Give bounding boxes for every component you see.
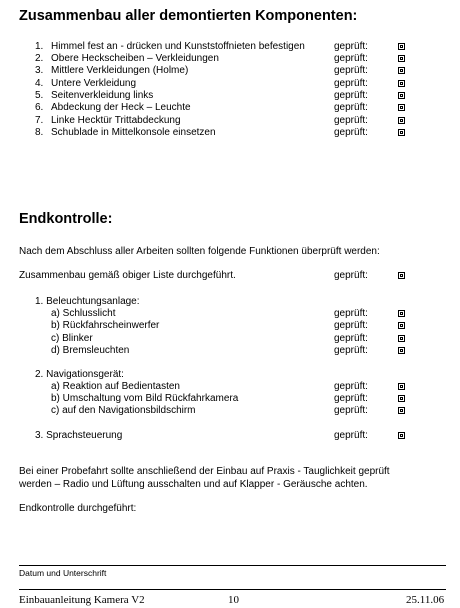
checkbox[interactable] [398, 117, 405, 124]
signature-line [19, 565, 446, 566]
item-num: 8. [35, 127, 44, 138]
item-text: a) Schlusslicht [51, 308, 116, 319]
group-title: 3. Sprachsteuerung [35, 430, 123, 441]
item-num: 1. [35, 41, 44, 52]
final-check-label: Endkontrolle durchgeführt: [19, 503, 137, 514]
item-status: geprüft: [334, 430, 368, 441]
note-line-1: Bei einer Probefahrt sollte anschließend der Einbau auf Praxis - Tauglichkeit geprüft [19, 466, 390, 477]
item-text: Himmel fest an - drücken und Kunststoffnieten befestigen [51, 41, 305, 52]
note-line-2: werden – Radio und Lüftung ausschalten und auf Klapper - Geräusche achten. [19, 479, 368, 490]
item-status: geprüft: [334, 90, 368, 101]
item-status: geprüft: [334, 320, 368, 331]
item-text: a) Reaktion auf Bedientasten [51, 381, 180, 392]
footer-title: Einbauanleitung Kamera V2 [19, 594, 145, 606]
item-text: Obere Heckscheiben – Verkleidungen [51, 53, 219, 64]
checkbox[interactable] [398, 310, 405, 317]
item-status: geprüft: [334, 127, 368, 138]
checkbox[interactable] [398, 432, 405, 439]
item-text: Mittlere Verkleidungen (Holme) [51, 65, 189, 76]
page-number: 10 [228, 594, 239, 606]
checkbox[interactable] [398, 407, 405, 414]
item-num: 5. [35, 90, 44, 101]
footer-divider [19, 589, 446, 590]
group-title: 1. Beleuchtungsanlage: [35, 296, 140, 307]
intro-text: Nach dem Abschluss aller Arbeiten sollten folgende Funktionen überprüft werden: [19, 246, 380, 257]
item-status: geprüft: [334, 102, 368, 113]
checkbox[interactable] [398, 347, 405, 354]
checkbox[interactable] [398, 322, 405, 329]
item-text: b) Rückfahrscheinwerfer [51, 320, 160, 331]
item-status: geprüft: [334, 270, 368, 281]
item-status: geprüft: [334, 115, 368, 126]
section1-title: Zusammenbau aller demontierten Komponenten: [19, 8, 358, 24]
assembly-text: Zusammenbau gemäß obiger Liste durchgeführt. [19, 270, 236, 281]
group-title: 2. Navigationsgerät: [35, 369, 124, 380]
checkbox[interactable] [398, 55, 405, 62]
item-status: geprüft: [334, 345, 368, 356]
checkbox[interactable] [398, 67, 405, 74]
item-status: geprüft: [334, 405, 368, 416]
item-status: geprüft: [334, 78, 368, 89]
checkbox[interactable] [398, 92, 405, 99]
item-status: geprüft: [334, 308, 368, 319]
signature-label: Datum und Unterschrift [19, 568, 107, 578]
checkbox[interactable] [398, 129, 405, 136]
checkbox[interactable] [398, 104, 405, 111]
item-text: Untere Verkleidung [51, 78, 137, 89]
checkbox[interactable] [398, 335, 405, 342]
checkbox[interactable] [398, 272, 405, 279]
item-num: 6. [35, 102, 44, 113]
item-num: 3. [35, 65, 44, 76]
item-status: geprüft: [334, 65, 368, 76]
item-num: 4. [35, 78, 44, 89]
item-status: geprüft: [334, 393, 368, 404]
checkbox[interactable] [398, 43, 405, 50]
item-text: c) Blinker [51, 333, 93, 344]
item-text: d) Bremsleuchten [51, 345, 130, 356]
checkbox[interactable] [398, 383, 405, 390]
item-text: c) auf den Navigationsbildschirm [51, 405, 196, 416]
checkbox[interactable] [398, 80, 405, 87]
item-num: 2. [35, 53, 44, 64]
item-text: Linke Hecktür Trittabdeckung [51, 115, 181, 126]
item-text: Abdeckung der Heck – Leuchte [51, 102, 191, 113]
footer-date: 25.11.06 [406, 594, 445, 606]
item-status: geprüft: [334, 381, 368, 392]
item-text: Seitenverkleidung links [51, 90, 154, 101]
item-text: b) Umschaltung vom Bild Rückfahrkamera [51, 393, 239, 404]
item-status: geprüft: [334, 333, 368, 344]
item-num: 7. [35, 115, 44, 126]
item-status: geprüft: [334, 41, 368, 52]
section2-title: Endkontrolle: [19, 211, 113, 227]
item-text: Schublade in Mittelkonsole einsetzen [51, 127, 216, 138]
item-status: geprüft: [334, 53, 368, 64]
checkbox[interactable] [398, 395, 405, 402]
